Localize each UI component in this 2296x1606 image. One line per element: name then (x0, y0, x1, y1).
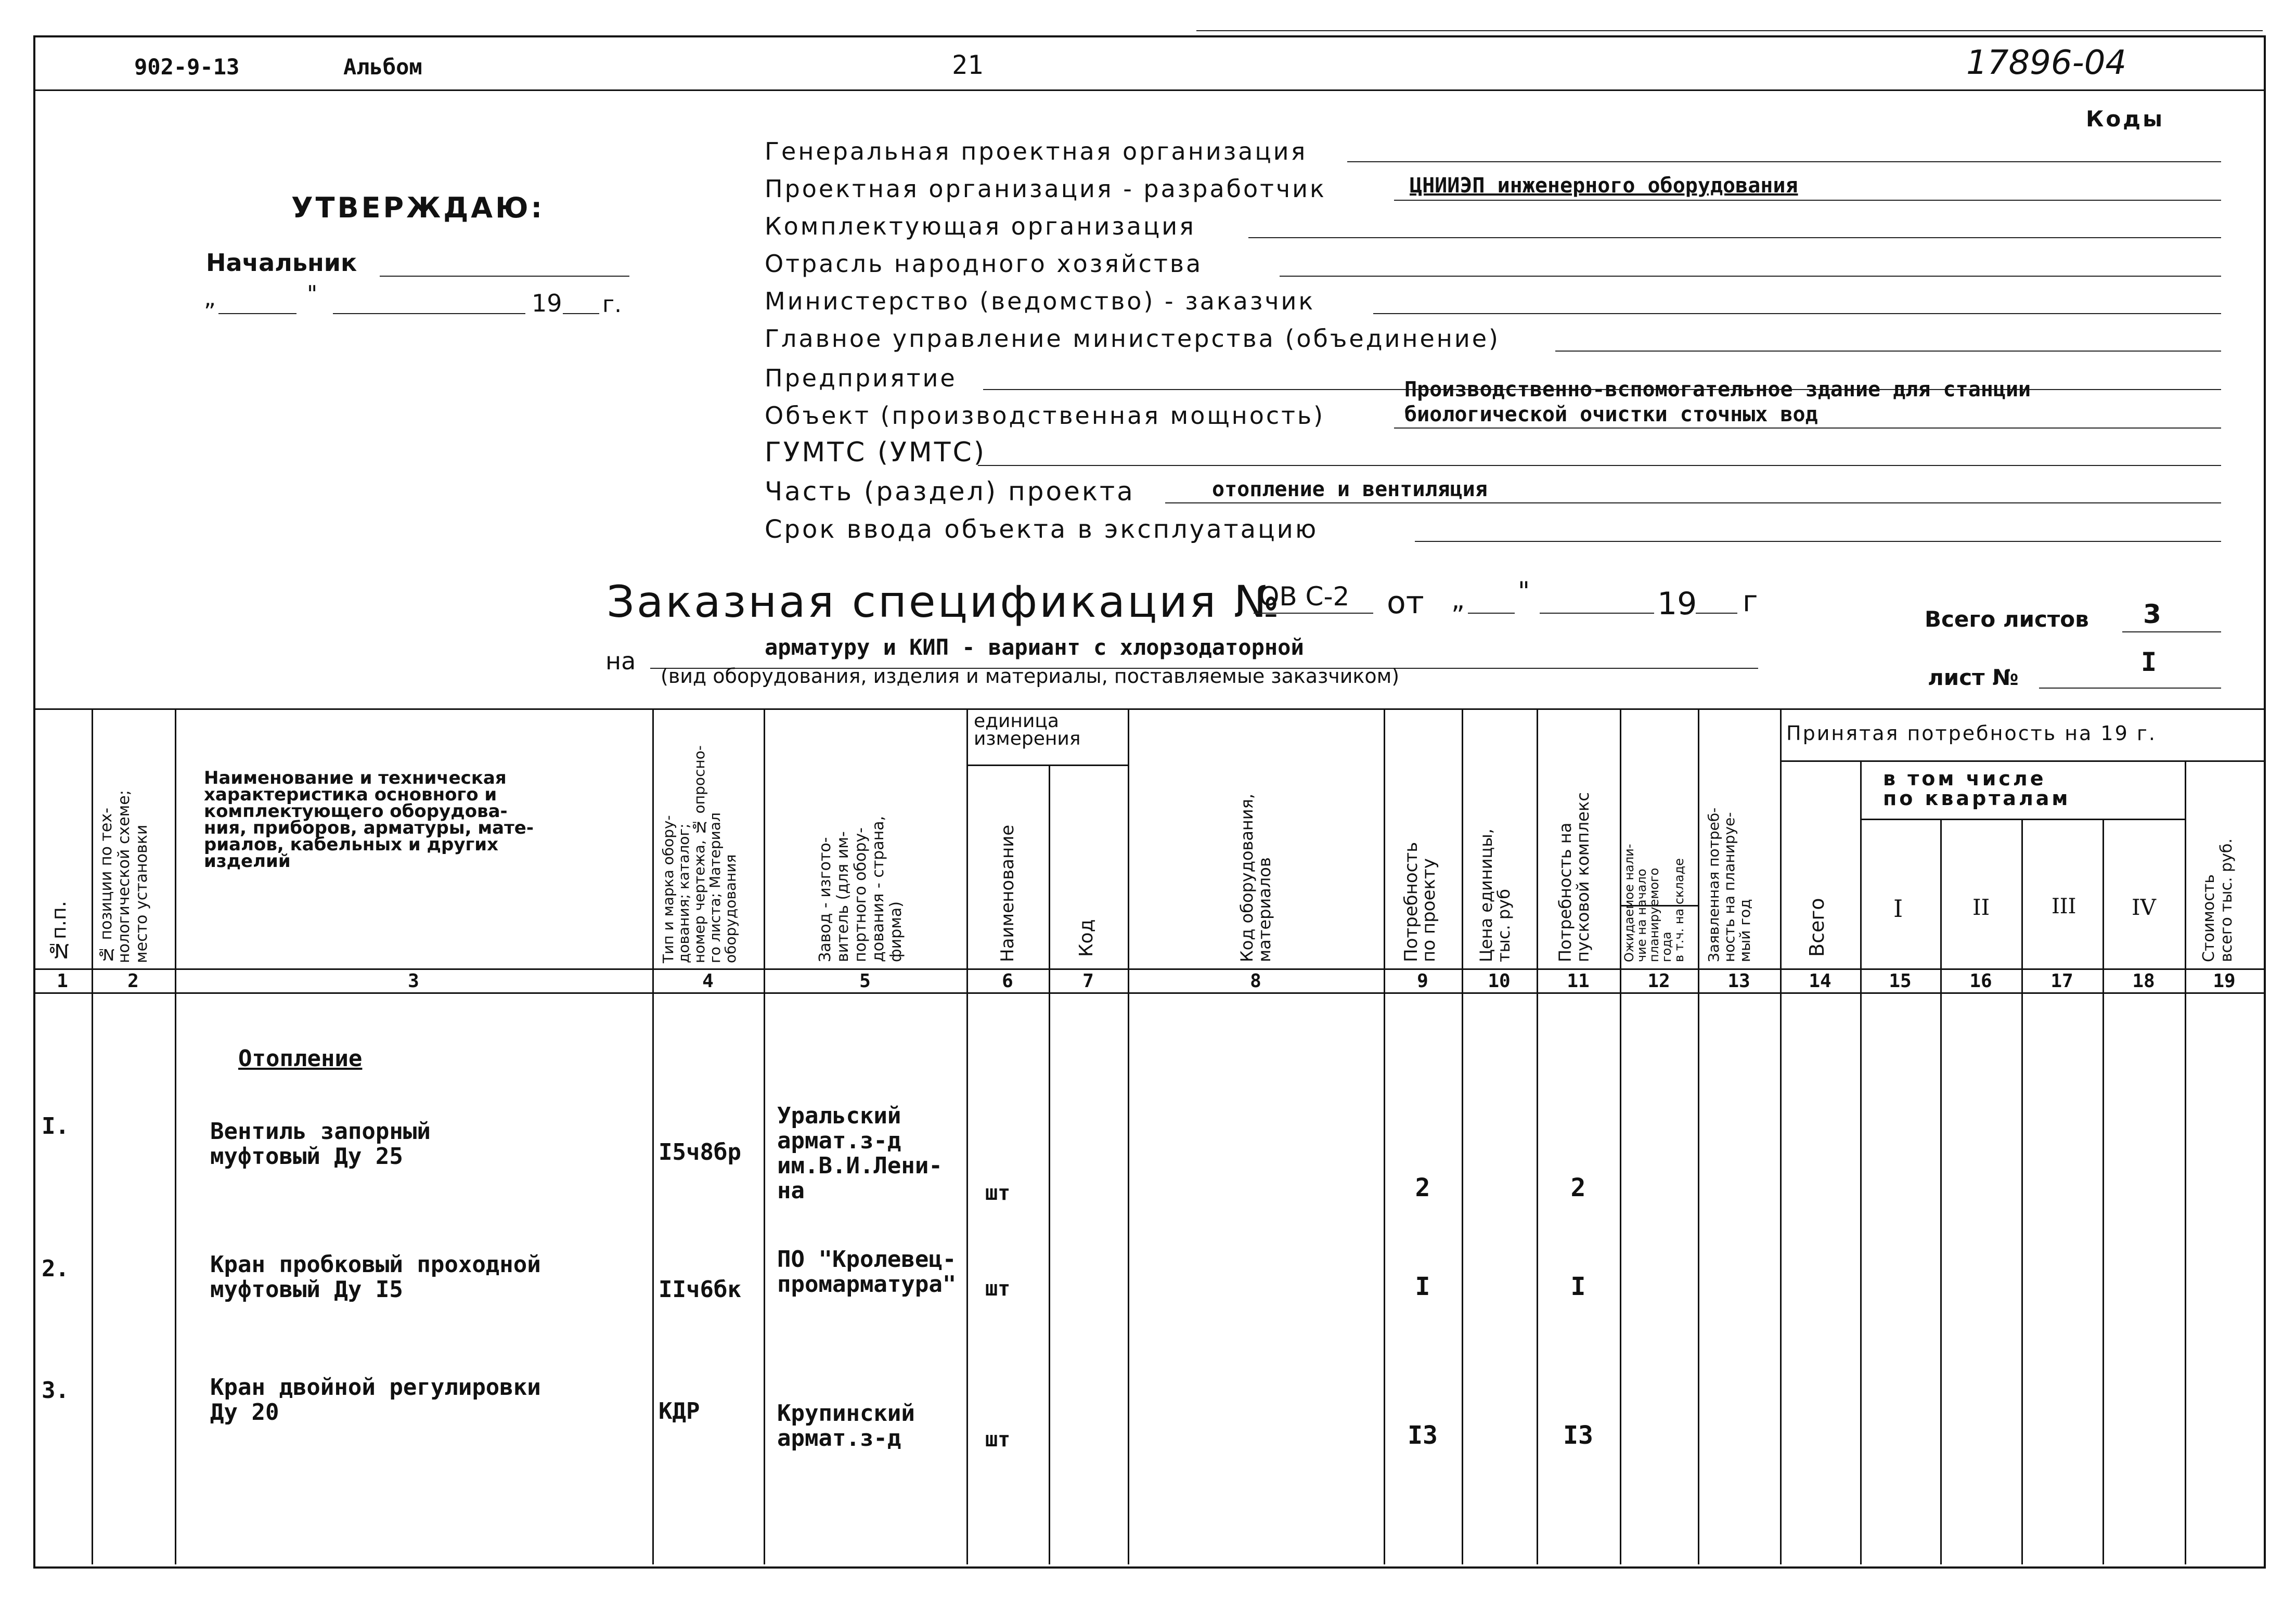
hdr-c7: Код (1076, 919, 1097, 957)
hdr-c9: Потребность по проекту (1401, 841, 1439, 962)
row3-launch: I3 (1563, 1421, 1593, 1450)
col-line-11 (1620, 708, 1621, 1564)
col-line-12 (1698, 708, 1699, 1564)
album-code: 902-9-13 (134, 54, 240, 80)
spec-year-line (1696, 613, 1737, 614)
org-branch-line (1280, 276, 2221, 277)
header-divider (33, 89, 2264, 91)
row3-need: I3 (1408, 1421, 1438, 1450)
hdr-c4: Тип и марка обору- дования; каталог; номер чертежа, № опросно- го листа; Материал оборудования (660, 745, 739, 963)
colnum-10: 10 (1488, 970, 1511, 992)
org-enterprise-label: Предприятие (765, 364, 957, 392)
col-line-15 (1940, 819, 1942, 1564)
org-developer-line (1394, 200, 2221, 201)
colnum-2: 2 (127, 970, 139, 992)
col-line-17 (2102, 819, 2104, 1564)
hdr-c6: Наименование (997, 824, 1018, 962)
total-sheets-label: Всего листов (1925, 606, 2089, 632)
approve-quote-open: „ (204, 285, 216, 312)
total-sheets-value: 3 (2143, 599, 2161, 629)
colnum-3: 3 (408, 970, 419, 992)
row1-num: I. (42, 1113, 69, 1139)
org-general-label: Генеральная проектная организация (765, 137, 1308, 165)
row1-type: I5ч8бр (659, 1139, 741, 1165)
sheet-number-value: I (2141, 647, 2157, 677)
row3-type: КДР (659, 1398, 700, 1424)
col-line-5 (966, 708, 968, 1564)
hdr-c13: Заявленная потреб- ность на планируе- мый год (1705, 807, 1753, 962)
hdr-c8: Код оборудования, материалов (1237, 793, 1274, 962)
top-right-rule (1196, 30, 2263, 31)
hdr-c14: Всего (1805, 898, 1828, 957)
row2-unit: шт (985, 1277, 1011, 1301)
row2-type: IIч6бк (659, 1276, 741, 1303)
row2-num: 2. (42, 1255, 69, 1282)
org-part-line (1165, 502, 2221, 503)
approve-month-line (333, 313, 525, 314)
hdr-c5: Завод - изгото- витель (для им- портного обору- дования - страна, фирма) (816, 815, 905, 962)
hdr-c15: I (1893, 895, 1903, 923)
approve-year-prefix: 19 (532, 289, 562, 317)
org-term-label: Срок ввода объекта в эксплуатацию (765, 515, 1319, 544)
col-line-9 (1462, 708, 1463, 1564)
chief-label: Начальник (206, 249, 357, 277)
org-mainboard-label: Главное управление министерства (объединение) (765, 325, 1501, 353)
colnum-16: 16 (1969, 970, 1992, 992)
chief-line (380, 276, 629, 277)
colnum-19: 19 (2213, 970, 2236, 992)
org-object-value: биологической очистки сточных вод (1404, 403, 1818, 426)
colnum-13: 13 (1727, 970, 1750, 992)
hdr-c14-group: Принятая потребность на 19 г. (1786, 722, 2157, 745)
col-line-4 (764, 708, 765, 1564)
colnum-1: 1 (57, 970, 68, 992)
org-developer-label: Проектная организация - разработчик (765, 175, 1326, 203)
quarters-group-line (1860, 819, 2185, 820)
col-line-13 (1780, 708, 1782, 1564)
sheet-number-label: лист № (1928, 665, 2019, 690)
approve-day-line (218, 313, 296, 314)
org-branch-label: Отрасль народного хозяйства (765, 250, 1203, 278)
colnum-17: 17 (2050, 970, 2073, 992)
colnum-15: 15 (1889, 970, 1912, 992)
col-line-3 (652, 708, 654, 1564)
org-complect-label: Комплектующая организация (765, 212, 1196, 240)
hdr-c3: Наименование и техническая характеристика основного и комплектующего оборудова- ния, приборов, арматуры, мате- риалов, кабельных и других изделий (204, 768, 534, 872)
org-part-value: отопление и вентиляция (1212, 477, 1488, 501)
spec-subject-caption: (вид оборудования, изделия и материалы, поставляемые заказчиком) (661, 665, 1400, 688)
object-value-line1: Производственно-вспомогательное здание для станции (1404, 378, 2031, 401)
total-sheets-line (2122, 631, 2221, 632)
spec-year-suffix: г (1743, 585, 1758, 618)
table-colnum-bottom (33, 992, 2264, 994)
row1-need: 2 (1415, 1173, 1430, 1202)
table-top-border (33, 708, 2264, 710)
spec-on-label: на (605, 647, 636, 675)
hdr-c11: Потребность на пусковой комплекс (1555, 792, 1593, 962)
spec-number-line (1254, 613, 1373, 614)
approve-title: УТВЕРЖДАЮ: (291, 191, 545, 224)
org-object-line (1394, 428, 2221, 429)
row1-unit: шт (985, 1181, 1011, 1205)
hdr-c18: IV (2132, 895, 2156, 920)
spec-month-line (1540, 613, 1654, 614)
page-number: 21 (952, 50, 984, 80)
row3-name: Кран двойной регулировки Ду 20 (210, 1374, 541, 1426)
spec-quote-open: „ (1451, 585, 1465, 615)
row1-maker: Уральский армат.з-д им.В.И.Лени- на (777, 1103, 943, 1204)
colnum-6: 6 (1002, 970, 1013, 992)
col-line-2 (175, 708, 176, 1564)
approve-year-line (563, 313, 599, 314)
col-line-1 (92, 708, 93, 1564)
colnum-5: 5 (859, 970, 871, 992)
colnum-14: 14 (1809, 970, 1831, 992)
spec-from-label: от (1387, 585, 1424, 621)
hdr-c19: Стоимость всего тыс. руб. (2200, 838, 2236, 962)
row2-maker: ПО "Кролевец- промарматура" (777, 1246, 957, 1298)
org-ministry-line (1373, 313, 2221, 314)
colnum-12: 12 (1647, 970, 1670, 992)
org-part-label: Часть (раздел) проекта (765, 476, 1135, 507)
hdr-c12: Ожидаемое нали- чие на начало планируемого года в т.ч. на складе (1622, 844, 1686, 962)
hdr-c17: III (2052, 895, 2076, 918)
table-header-bottom (33, 968, 2264, 970)
col-line-18 (2185, 760, 2186, 1564)
col-line-7 (1128, 708, 1129, 1564)
spec-title: Заказная спецификация № (607, 576, 1282, 627)
col-line-6 (1049, 765, 1050, 1564)
colnum-4: 4 (702, 970, 714, 992)
org-gumts-label: ГУМТС (УМТС) (765, 437, 987, 468)
col-line-16 (2021, 819, 2023, 1564)
hdr-c6-group: единица измерения (974, 710, 1081, 749)
row1-name: Вентиль запорный муфтовый Ду 25 (210, 1118, 431, 1170)
row3-unit: шт (985, 1428, 1011, 1452)
hdr-c16: II (1972, 895, 1990, 920)
colnum-18: 18 (2132, 970, 2155, 992)
approve-quote-close: " (307, 281, 318, 307)
sheet-number-line (2039, 688, 2221, 689)
section-title: Отопление (238, 1045, 363, 1072)
hdr-c1: №п.п. (47, 901, 70, 962)
org-complect-line (1248, 237, 2221, 238)
row3-num: 3. (42, 1377, 69, 1404)
hdr-quarters-group: в том числе по кварталам (1883, 767, 2071, 810)
col-line-14 (1860, 760, 1862, 1564)
row3-maker: Крупинский армат.з-д (777, 1400, 915, 1452)
colnum-7: 7 (1082, 970, 1094, 992)
unit-group-line (966, 765, 1128, 766)
org-gumts-line (978, 465, 2221, 466)
colnum-8: 8 (1250, 970, 1261, 992)
org-developer-value: ЦНИИЭП инженерного оборудования (1410, 174, 1798, 198)
album-label: Альбом (343, 54, 422, 80)
colnum-9: 9 (1417, 970, 1428, 992)
accepted-group-line (1780, 760, 2264, 762)
spec-day-line (1468, 613, 1515, 614)
spec-quote-close: " (1518, 576, 1530, 606)
codes-label: Коды (2086, 106, 2165, 132)
spec-year-prefix: 19 (1657, 586, 1697, 622)
doc-number: 17896-04 (1966, 44, 2127, 82)
row2-name: Кран пробковый проходной муфтовый Ду I5 (210, 1251, 541, 1303)
org-object-label: Объект (производственная мощность) (765, 401, 1325, 430)
row2-launch: I (1570, 1272, 1586, 1301)
org-ministry-label: Министерство (ведомство) - заказчик (765, 287, 1315, 315)
org-general-line (1347, 161, 2221, 162)
hdr-c10: Цена единицы, тыс. руб (1476, 828, 1514, 962)
hdr-c2: № позиции по тех- нологической схеме; место установки (97, 790, 151, 963)
spec-number: ОВ С-2 (1259, 581, 1350, 612)
spec-subject: арматуру и КИП - вариант с хлорзодаторной (765, 634, 1304, 660)
row1-launch: 2 (1570, 1173, 1586, 1202)
approve-year-suffix: г. (602, 291, 622, 318)
org-mainboard-line (1555, 351, 2221, 352)
row2-need: I (1415, 1272, 1430, 1301)
org-term-line (1415, 541, 2221, 542)
colnum-11: 11 (1567, 970, 1590, 992)
